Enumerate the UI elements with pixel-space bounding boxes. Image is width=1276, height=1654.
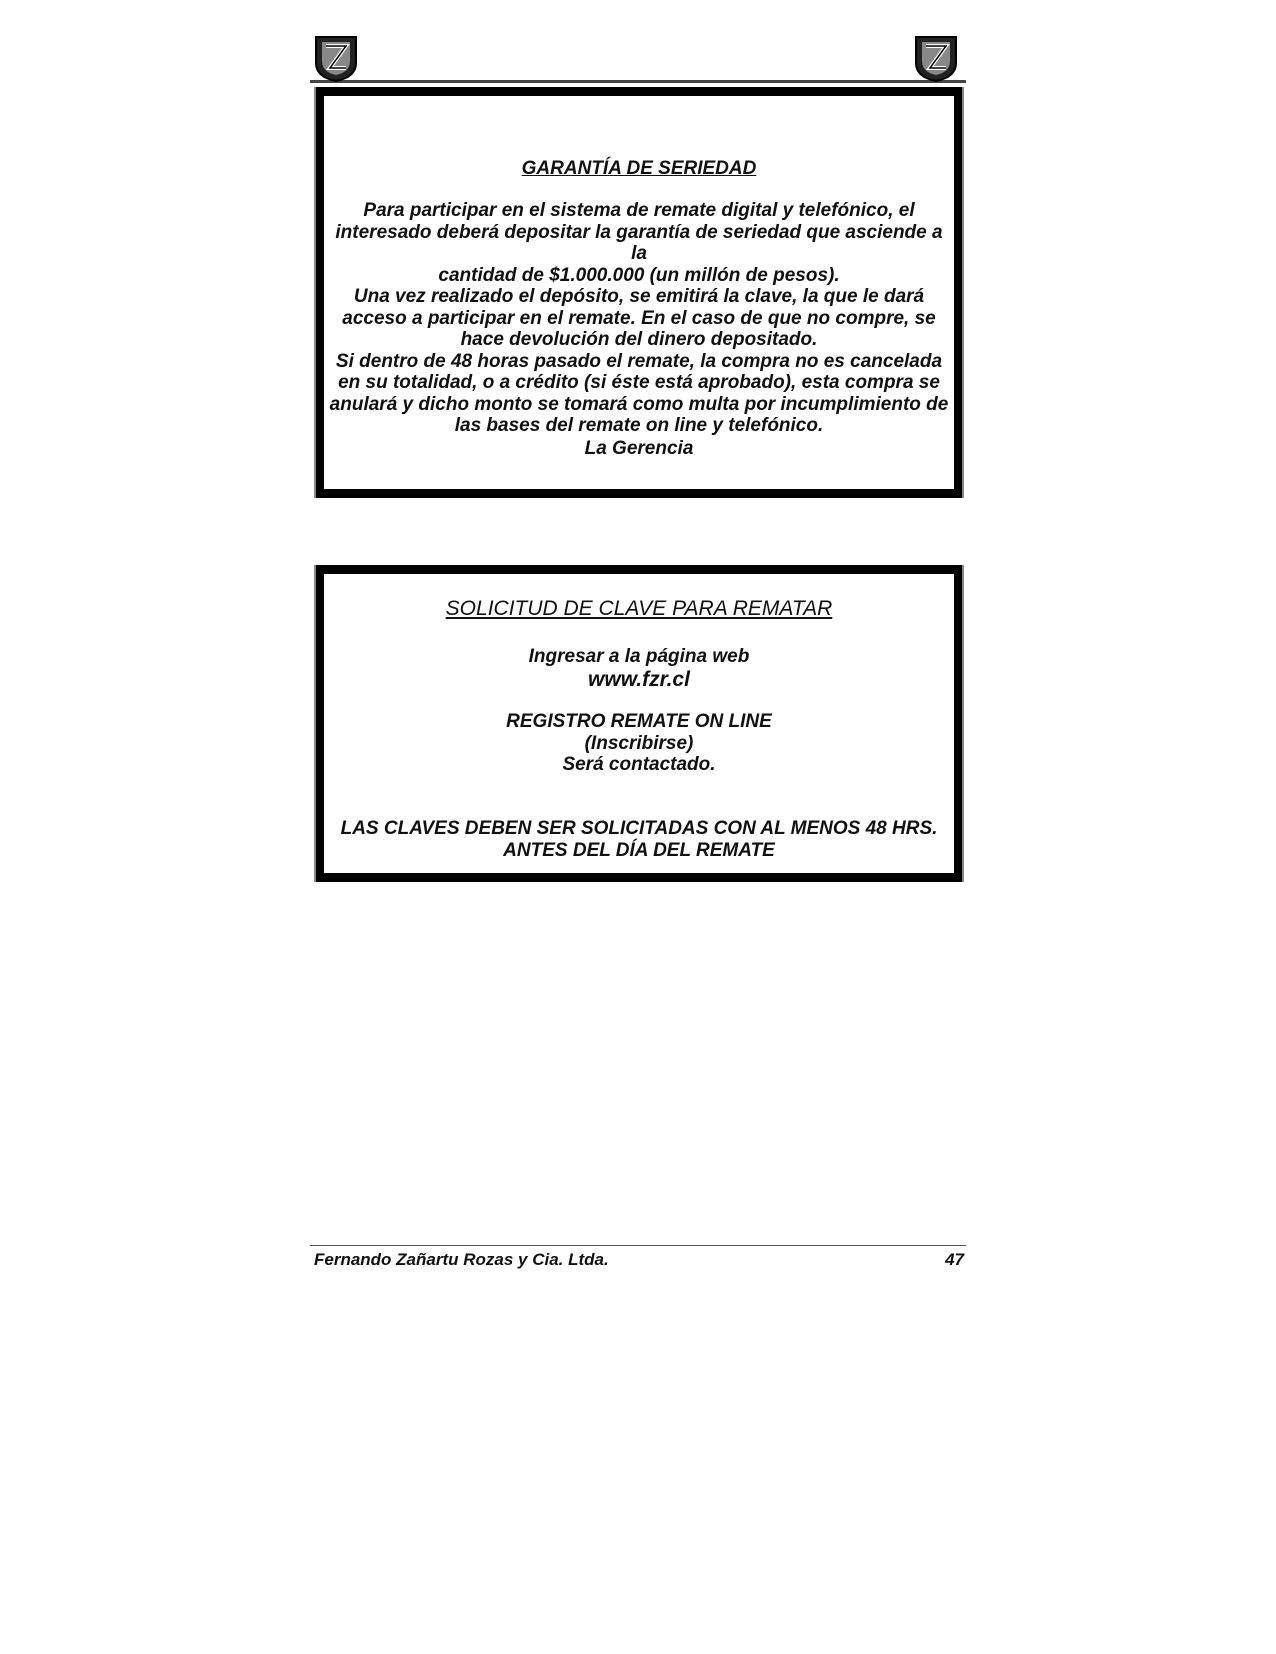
guarantee-title: GARANTÍA DE SERIEDAD (521, 158, 757, 179)
warning-line: LAS CLAVES DEBEN SER SOLICITADAS CON AL MENOS 48 HRS. (340, 818, 938, 839)
guarantee-line: hace devolución del dinero depositado. (460, 329, 818, 350)
guarantee-line: interesado deberá depositar la garantía de seriedad que asciende a la (335, 221, 943, 264)
footer-company: Fernando Zañartu Rozas y Cia. Ltda. (314, 1250, 609, 1269)
guarantee-body (328, 200, 950, 437)
guarantee-line: Si dentro de 48 horas pasado el remate, la compra no es cancelada (335, 350, 943, 372)
footer-rule (310, 1245, 966, 1246)
key-request-box (314, 565, 964, 882)
subscribe-label: (Inscribirse) (584, 733, 694, 754)
guarantee-line: en su totalidad, o a crédito (si éste está aprobado), esta compra se (338, 372, 940, 393)
key-request-instruction: Ingresar a la página web (528, 646, 750, 667)
guarantee-signature: La Gerencia (584, 438, 694, 459)
page-number: 47 (945, 1250, 964, 1269)
guarantee-line: las bases del remate on line y telefónico. (454, 415, 824, 436)
company-logo-icon (312, 33, 360, 83)
guarantee-line: cantidad de $1.000.000 (un millón de pesos). (438, 264, 840, 286)
guarantee-line: acceso a participar en el remate. En el caso de que no compre, se (342, 307, 936, 329)
guarantee-line: anulará y dicho monto se tomará como multa por incumplimiento de (329, 393, 949, 415)
warning-line: ANTES DEL DÍA DEL REMATE (503, 840, 775, 861)
guarantee-line: Para participar en el sistema de remate digital y telefónico, el (363, 200, 915, 221)
company-logo-icon (912, 33, 960, 83)
contact-label: Será contactado. (562, 754, 716, 775)
header-rule (310, 80, 966, 83)
key-request-title: SOLICITUD DE CLAVE PARA REMATAR (445, 597, 833, 620)
guarantee-line: Una vez realizado el depósito, se emitirá la clave, la que le dará (353, 286, 925, 307)
registration-label: REGISTRO REMATE ON LINE (506, 711, 772, 732)
website-link[interactable]: www.fzr.cl (588, 668, 690, 691)
guarantee-box (314, 87, 964, 498)
